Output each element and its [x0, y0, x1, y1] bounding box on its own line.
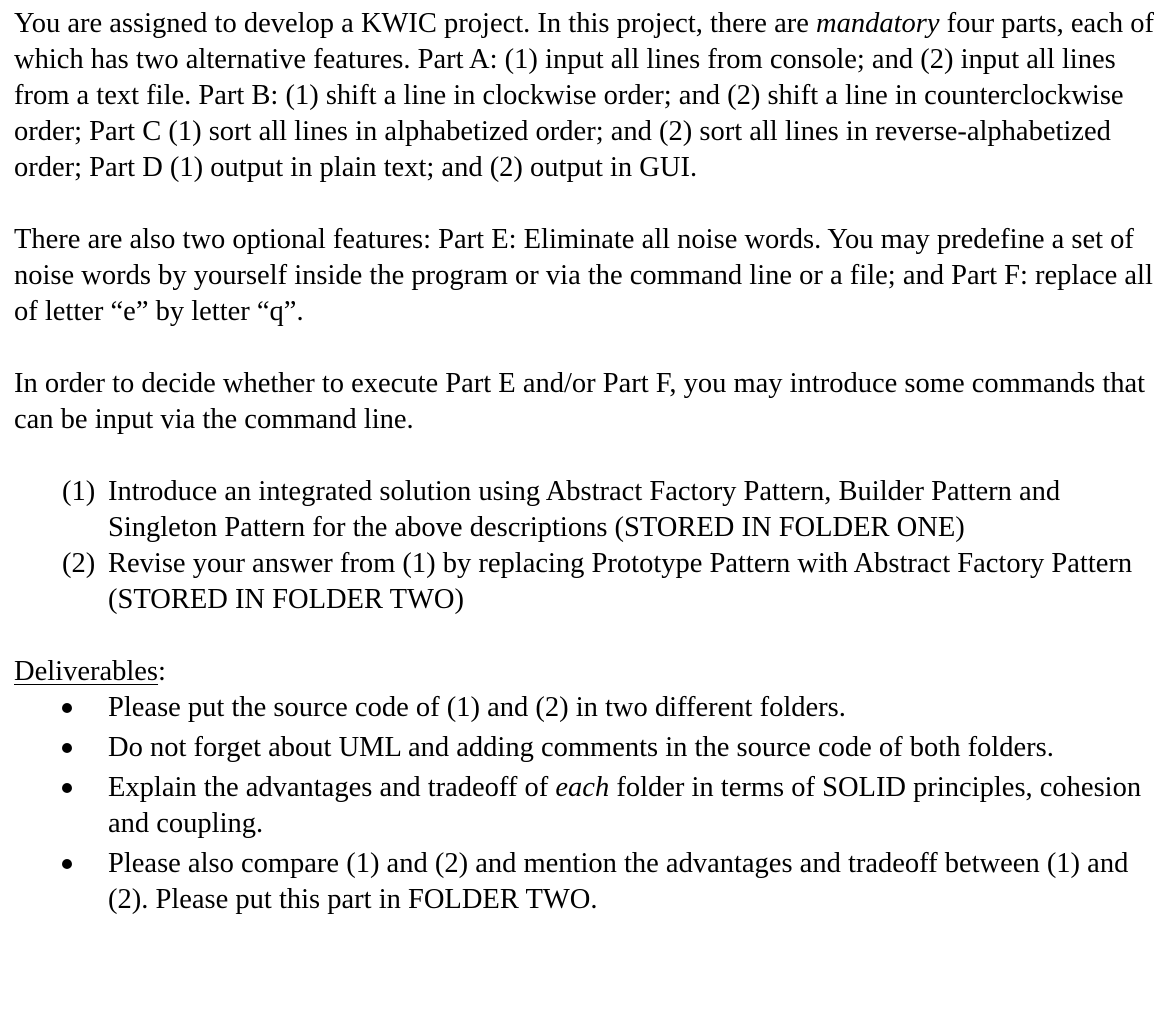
bullet-icon: [62, 703, 72, 713]
deliverable-item-1: [62, 690, 1156, 726]
intro-text-start: You are assigned to develop a KWIC project. In this project, there are: [14, 8, 816, 39]
bullet-icon: [62, 783, 72, 793]
task-item-2: [62, 546, 1156, 618]
deliverables-list: [14, 690, 1156, 918]
deliverable-item-2: [62, 730, 1156, 766]
intro-italic-word: mandatory: [815, 8, 940, 39]
bullet-icon: [62, 859, 72, 869]
task-number: (2): [62, 548, 96, 579]
deliverable-text-end: folder in terms of SOLID principles, cohesion and coupling.: [108, 772, 1142, 839]
deliverables-heading: Deliverables: [14, 656, 159, 687]
optional-features-paragraph: There are also two optional features: Part E: Eliminate all noise words. You may predefine a set of noise words by yourself inside the program or via the command line or a file; and Part F: replace all of letter “e” by letter “q”.: [14, 224, 1153, 327]
deliverable-italic: each: [555, 772, 610, 803]
deliverable-text-start: Please also compare (1) and (2) and mention the advantages and tradeoff between (1) and (2). Please put this part in FOLDER TWO.: [108, 848, 1129, 915]
deliverable-text-start: Please put the source code of (1) and (2) in two different folders.: [108, 692, 846, 723]
commands-paragraph: In order to decide whether to execute Part E and/or Part F, you may introduce some commands that can be input via the command line.: [14, 368, 1146, 435]
deliverable-text-start: Do not forget about UML and adding comments in the source code of both folders.: [108, 732, 1054, 763]
intro-text-end: four parts, each of which has two alternative features. Part A: (1) input all lines from console; and (2) input all lines from a text file. Part B: (1) shift a line in clockwise order; and (2) shift a line in counterclockwise order; Part C (1) sort all lines in alphabetized order; and (2) sort all lines in reverse-alphabetized order; Part D (1) output in plain text; and (2) output in GUI.: [14, 8, 1154, 183]
task-list: [14, 474, 1156, 618]
deliverables-heading-colon: :: [158, 656, 166, 687]
task-number: (1): [62, 476, 96, 507]
deliverable-item-3: [62, 770, 1156, 842]
deliverable-item-4: [62, 846, 1156, 918]
task-text: Introduce an integrated solution using Abstract Factory Pattern, Builder Pattern and Singleton Pattern for the above descriptions (STORED IN FOLDER ONE): [108, 476, 1061, 543]
task-item-1: [62, 474, 1156, 546]
bullet-icon: [62, 743, 72, 753]
task-text: Revise your answer from (1) by replacing Prototype Pattern with Abstract Factory Pattern (STORED IN FOLDER TWO): [108, 548, 1133, 615]
deliverables-heading-line: [14, 654, 1156, 690]
intro-paragraph: [14, 6, 1156, 186]
deliverable-text-start: Explain the advantages and tradeoff of: [108, 772, 556, 803]
